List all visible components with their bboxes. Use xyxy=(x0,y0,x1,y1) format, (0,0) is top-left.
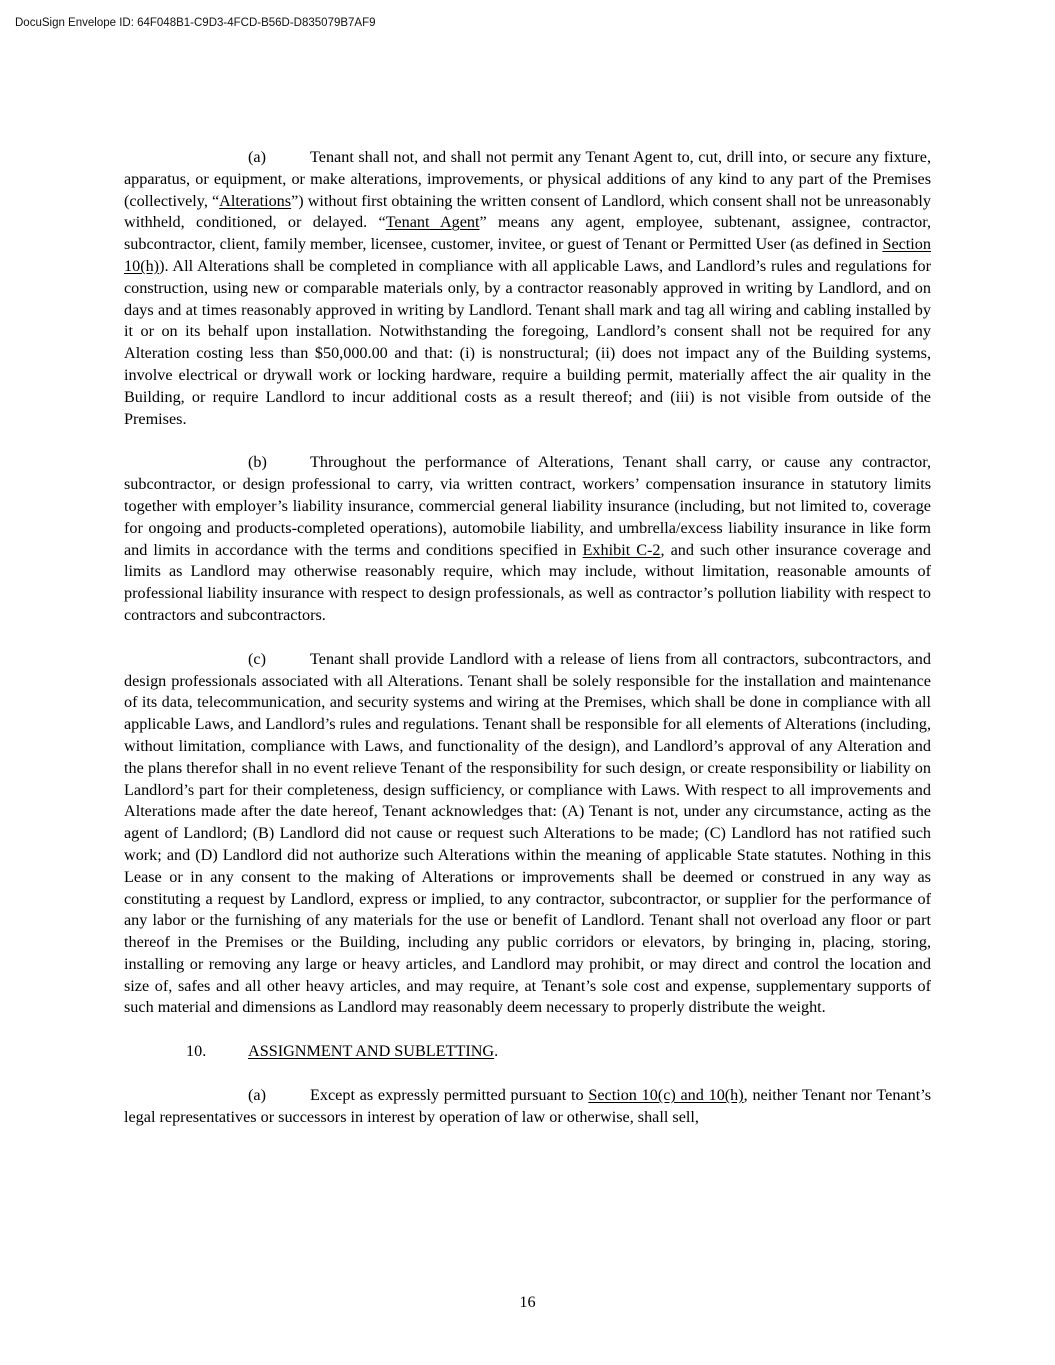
paragraph-9a: (a) Tenant shall not, and shall not permit any Tenant Agent to, cut, drill into, or secure any fixture, apparatus, or equipment, or make alterations, improvements, or physical additions of any kind to any part of the Premises (collectively, “Alterations”) without first obtaining the written consent of Landlord, which consent shall not be unreasonably withheld, conditioned, or delayed. “Tenant Agent” means any agent, employee, subtenant, assignee, contractor, subcontractor, client, family member, licensee, customer, invitee, or guest of Tenant or Permitted User (as defined in Section 10(h)). All Alterations shall be completed in compliance with all applicable Laws, and Landlord’s rules and regulations for construction, using new or comparable materials only, by a contractor reasonably approved in writing by Landlord, and on days and at times reasonably approved in writing by Landlord. Tenant shall mark and tag all wiring and cabling installed by it or on its behalf upon installation. Notwithstanding the foregoing, Landlord’s consent shall not be required for any Alteration costing less than $50,000.00 and that: (i) is nonstructural; (ii) does not impact any of the Building systems, involve electrical or drywall work or locking hardware, require a building permit, materially affect the air quality in the Building, or require Landlord to incur additional costs as a result thereof; and (iii) is not visible from outside of the Premises. xyxy=(124,148,932,428)
defined-term-tenant-agent: Tenant Agent xyxy=(385,213,480,232)
section-reference: Section 10(c) and 10(h) xyxy=(588,1086,744,1105)
paragraph-9c: (c) Tenant shall provide Landlord with a release of liens from all contractors, subcontractors, and design professionals associated with all Alterations. Tenant shall be solely responsible for the installation and maintenance of its data, telecommunication, and security systems and wiring at the Premises, which shall be done in compliance with all applicable Laws, and Landlord’s rules and regulations. Tenant shall be responsible for all elements of Alterations (including, without limitation, compliance with Laws, and functionality of the design), and Landlord’s approval of any Alteration and the plans therefor shall in no event relieve Tenant of the responsibility for such design, or create responsibility or liability on Landlord’s part for their completeness, design sufficiency, or compliance with Laws. With respect to all improvements and Alterations made after the date hereof, Tenant acknowledges that: (A) Tenant is not, under any circumstance, acting as the agent of Landlord; (B) Landlord did not cause or request such Alterations to be made; (C) Landlord has not ratified such work; and (D) Landlord did not authorize such Alterations within the meaning of applicable State statutes. Nothing in this Lease or in any consent to the making of Alterations or improvements shall be deemed or construed in any way as constituting a request by Landlord, express or implied, to any contractor, subcontractor, or supplier for the performance of any labor or the furnishing of any materials for the use or benefit of Landlord. Tenant shall not overload any floor or part thereof in the Premises or the Building, including any public corridors or elevators, by bringing in, placing, storing, installing or removing any large or heavy articles, and Landlord may prohibit, or may direct and control the location and size of, safes and all other heavy articles, and may require, at Tenant’s sole cost and expense, supplementary supports of such material and dimensions as Landlord may reasonably deem necessary to properly distribute the weight. xyxy=(124,649,931,1017)
paragraph-label: (b) xyxy=(248,453,267,472)
page-number: 16 xyxy=(519,1293,536,1311)
section-title: ASSIGNMENT AND SUBLETTING xyxy=(248,1042,495,1061)
paragraph-label: (c) xyxy=(248,649,266,668)
section-reference: Section 10(h) xyxy=(124,235,931,275)
paragraph-10a: (a) Except as expressly permitted pursuant to Section 10(c) and 10(h), neither Tenant nor Tenant’s legal representatives or successors in interest by operation of law or otherwise, shall sell, xyxy=(124,1086,931,1126)
defined-term-alterations: Alterations xyxy=(219,191,292,210)
section-10-heading: 10. ASSIGNMENT AND SUBLETTING. xyxy=(186,1041,931,1063)
section-number: 10. xyxy=(186,1042,207,1061)
paragraph-label: (a) xyxy=(248,1086,266,1105)
exhibit-reference: Exhibit C-2 xyxy=(582,540,661,559)
paragraph-label: (a) xyxy=(248,148,266,166)
document-body xyxy=(124,147,931,1129)
docusign-envelope-id: DocuSign Envelope ID: 64F048B1-C9D3-4FCD-B56D-D835079B7AF9 xyxy=(15,17,376,29)
paragraph-9b: (b) Throughout the performance of Alterations, Tenant shall carry, or cause any contractor, subcontractor, or design professional to carry, via written contract, workers’ compensation insurance in statutory limits together with employer’s liability insurance, commercial general liability insurance (including, but not limited to, coverage for ongoing and products-completed operations), automobile liability, and umbrella/excess liability insurance in like form and limits in accordance with the terms and conditions specified in Exhibit C-2, and such other insurance coverage and limits as Landlord may otherwise reasonably require, which may include, without limitation, reasonable amounts of professional liability insurance with respect to design professionals, as well as contractor’s pollution liability with respect to contractors and subcontractors. xyxy=(124,453,931,624)
